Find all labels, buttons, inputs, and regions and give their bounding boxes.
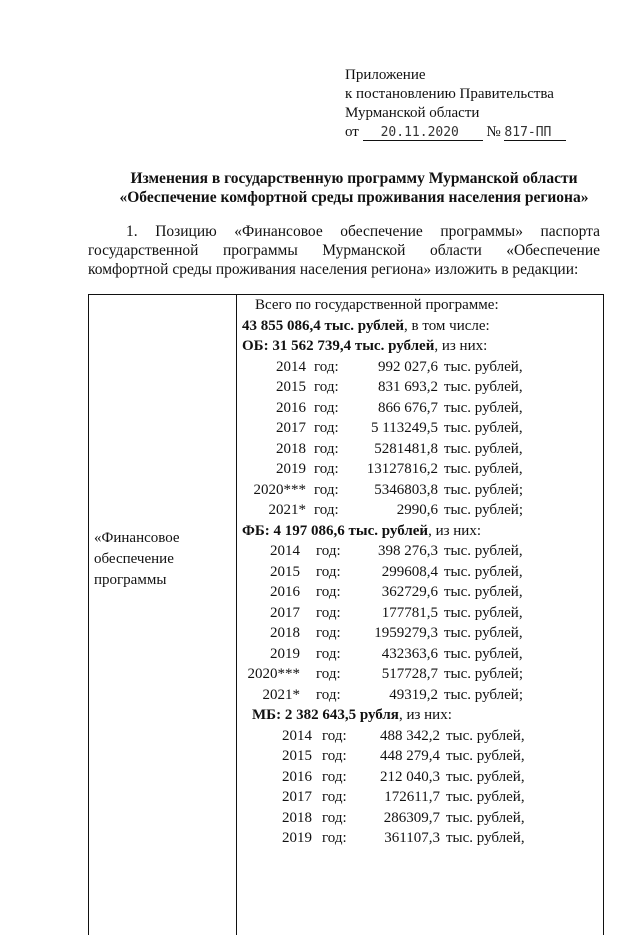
god-cell: год: xyxy=(314,481,339,498)
mb-year-row xyxy=(242,726,598,747)
year-cell: 2015 xyxy=(282,748,312,764)
amount-cell: 432363,6 xyxy=(381,645,438,662)
total-amount: 43 855 086,4 тыс. рублей xyxy=(242,317,405,334)
ob-year-row xyxy=(242,377,598,398)
god-cell: год: xyxy=(314,379,339,395)
amount-cell: 5 113249,5 xyxy=(371,420,438,436)
unit-cell: тыс. рублей, xyxy=(446,727,525,744)
ob-header-line xyxy=(242,336,598,357)
amount-cell: 448 279,4 xyxy=(380,748,440,764)
unit-cell: тыс. рублей, xyxy=(444,604,523,621)
amount-cell: 362729,6 xyxy=(381,584,438,600)
god-cell: год: xyxy=(322,809,347,826)
unit-cell: тыс. рублей, xyxy=(444,645,523,662)
unit-cell: тыс. рублей, xyxy=(444,461,523,477)
amount-cell: 1959279,3 xyxy=(374,625,438,641)
unit-cell: тыс. рублей, xyxy=(446,789,525,805)
ob-rows xyxy=(242,357,598,521)
god-cell: год: xyxy=(314,461,339,477)
financing-details-cell xyxy=(242,295,598,849)
unit-cell: тыс. рублей; xyxy=(444,686,523,703)
year-cell: 2014 xyxy=(282,727,312,744)
total-line xyxy=(242,316,598,337)
fb-year-row xyxy=(242,603,598,624)
paragraph-line-3: комфортной среды проживания населения региона» изложить в редакции: xyxy=(88,261,579,278)
unit-cell: тыс. рублей, xyxy=(446,809,525,826)
mb-header-line xyxy=(242,705,598,726)
unit-cell: тыс. рублей, xyxy=(444,625,523,641)
unit-cell: тыс. рублей, xyxy=(446,748,525,764)
fb-year-row xyxy=(242,623,598,644)
fb-suffix: , из них: xyxy=(428,522,482,539)
fb-year-row xyxy=(242,541,598,562)
title-line-1: Изменения в государственную программу Мурманской области xyxy=(130,170,578,187)
ob-year-row xyxy=(242,500,598,521)
unit-cell: тыс. рублей, xyxy=(444,420,523,436)
god-cell: год: xyxy=(316,625,341,641)
unit-cell: тыс. рублей; xyxy=(444,481,523,498)
year-cell: 2017 xyxy=(270,604,300,621)
god-cell: год: xyxy=(316,686,341,703)
year-cell: 2016 xyxy=(270,584,300,600)
fb-year-row xyxy=(242,582,598,603)
unit-cell: тыс. рублей, xyxy=(444,584,523,600)
year-cell: 2014 xyxy=(270,543,300,559)
year-cell: 2014 xyxy=(276,358,306,375)
amount-cell: 212 040,3 xyxy=(380,768,440,785)
amount-cell: 866 676,7 xyxy=(378,399,438,416)
amount-cell: 2990,6 xyxy=(396,502,438,518)
mb-year-row xyxy=(242,828,598,849)
amount-cell: 992 027,6 xyxy=(378,358,438,375)
year-cell: 2018 xyxy=(276,440,306,457)
ob-year-row xyxy=(242,398,598,419)
ob-header: ОБ: 31 562 739,4 тыс. рублей xyxy=(242,338,435,354)
god-cell: год: xyxy=(322,748,347,764)
amount-cell: 488 342,2 xyxy=(380,727,440,744)
year-cell: 2021* xyxy=(268,502,306,518)
appendix-line-2: к постановлению Правительства xyxy=(345,86,554,102)
unit-cell: тыс. рублей, xyxy=(446,830,525,846)
god-cell: год: xyxy=(322,768,347,785)
fb-year-row xyxy=(242,664,598,685)
ob-year-row xyxy=(242,439,598,460)
number-value: 817-ПП xyxy=(504,125,552,140)
year-cell: 2019 xyxy=(282,830,312,846)
amount-cell: 299608,4 xyxy=(381,563,438,580)
year-cell: 2020*** xyxy=(253,481,306,498)
date-field xyxy=(363,125,483,141)
amendment-paragraph xyxy=(88,222,600,279)
mb-rows xyxy=(242,726,598,849)
title-line-2: «Обеспечение комфортной среды проживания населения региона» xyxy=(119,189,589,206)
ob-year-row xyxy=(242,357,598,378)
god-cell: год: xyxy=(322,789,347,805)
mb-year-row xyxy=(242,767,598,788)
row-label-cell xyxy=(94,528,180,591)
fb-header-line xyxy=(242,521,598,542)
year-cell: 2019 xyxy=(276,461,306,477)
amount-cell: 398 276,3 xyxy=(378,543,438,559)
year-cell: 2021* xyxy=(262,686,300,703)
amount-cell: 177781,5 xyxy=(381,604,438,621)
appendix-line-3: Мурманской области xyxy=(345,105,480,121)
ob-year-row xyxy=(242,459,598,480)
row-label-line-2: обеспечение xyxy=(94,551,174,567)
row-label-line-1: «Финансовое xyxy=(94,530,180,546)
god-cell: год: xyxy=(316,543,341,559)
god-cell: год: xyxy=(314,440,339,457)
god-cell: год: xyxy=(316,604,341,621)
god-cell: год: xyxy=(316,666,341,682)
amount-cell: 5346803,8 xyxy=(374,481,438,498)
ob-suffix: , из них: xyxy=(434,338,488,354)
fb-rows xyxy=(242,541,598,705)
financing-table xyxy=(88,294,604,935)
unit-cell: тыс. рублей, xyxy=(444,399,523,416)
god-cell: год: xyxy=(316,563,341,580)
ob-year-row xyxy=(242,480,598,501)
total-suffix: , в том числе: xyxy=(404,317,490,334)
amount-cell: 49319,2 xyxy=(389,686,438,703)
amount-cell: 831 693,2 xyxy=(378,379,438,395)
year-cell: 2020*** xyxy=(247,666,300,682)
row-label-line-3: программы xyxy=(94,572,167,588)
total-label: Всего по государственной программе: xyxy=(255,297,499,313)
year-cell: 2018 xyxy=(282,809,312,826)
year-cell: 2019 xyxy=(270,645,300,662)
year-cell: 2017 xyxy=(282,789,312,805)
year-cell: 2018 xyxy=(270,625,300,641)
number-prefix: № xyxy=(486,124,501,140)
ob-year-row xyxy=(242,418,598,439)
year-cell: 2017 xyxy=(276,420,306,436)
date-prefix: от xyxy=(345,124,359,140)
god-cell: год: xyxy=(314,502,339,518)
god-cell: год: xyxy=(314,420,339,436)
fb-header: ФБ: 4 197 086,6 тыс. рублей xyxy=(242,522,429,539)
date-value: 20.11.2020 xyxy=(380,125,459,140)
amount-cell: 172611,7 xyxy=(384,789,440,805)
unit-cell: тыс. рублей; xyxy=(444,666,523,682)
mb-year-row xyxy=(242,787,598,808)
unit-cell: тыс. рублей, xyxy=(444,440,523,457)
appendix-line-1: Приложение xyxy=(345,67,426,83)
appendix-date-line xyxy=(345,123,566,142)
fb-year-row xyxy=(242,685,598,706)
paragraph-line-2: государственной программы Мурманской области «Обеспечение xyxy=(88,242,600,259)
unit-cell: тыс. рублей, xyxy=(446,768,525,785)
number-field xyxy=(504,125,566,141)
mb-header: МБ: 2 382 643,5 рубля xyxy=(252,707,399,723)
unit-cell: тыс. рублей; xyxy=(444,502,523,518)
god-cell: год: xyxy=(316,645,341,662)
mb-year-row xyxy=(242,746,598,767)
amount-cell: 5281481,8 xyxy=(374,440,438,457)
unit-cell: тыс. рублей, xyxy=(444,358,523,375)
god-cell: год: xyxy=(316,584,341,600)
amount-cell: 517728,7 xyxy=(381,666,438,682)
god-cell: год: xyxy=(322,727,347,744)
amount-cell: 286309,7 xyxy=(383,809,440,826)
document-title xyxy=(88,169,620,207)
god-cell: год: xyxy=(322,830,347,846)
paragraph-line-1: 1. Позицию «Финансовое обеспечение программы» паспорта xyxy=(126,223,600,240)
amount-cell: 13127816,2 xyxy=(366,461,438,477)
amount-cell: 361107,3 xyxy=(384,830,440,846)
mb-year-row xyxy=(242,808,598,829)
year-cell: 2016 xyxy=(282,768,312,785)
column-divider xyxy=(236,295,237,935)
appendix-block xyxy=(345,66,566,142)
unit-cell: тыс. рублей, xyxy=(444,379,523,395)
unit-cell: тыс. рублей, xyxy=(444,563,523,580)
fb-year-row xyxy=(242,562,598,583)
god-cell: год: xyxy=(314,358,339,375)
mb-suffix: , из них: xyxy=(398,707,452,723)
unit-cell: тыс. рублей, xyxy=(444,543,523,559)
god-cell: год: xyxy=(314,399,339,416)
year-cell: 2016 xyxy=(276,399,306,416)
year-cell: 2015 xyxy=(270,563,300,580)
year-cell: 2015 xyxy=(276,379,306,395)
fb-year-row xyxy=(242,644,598,665)
